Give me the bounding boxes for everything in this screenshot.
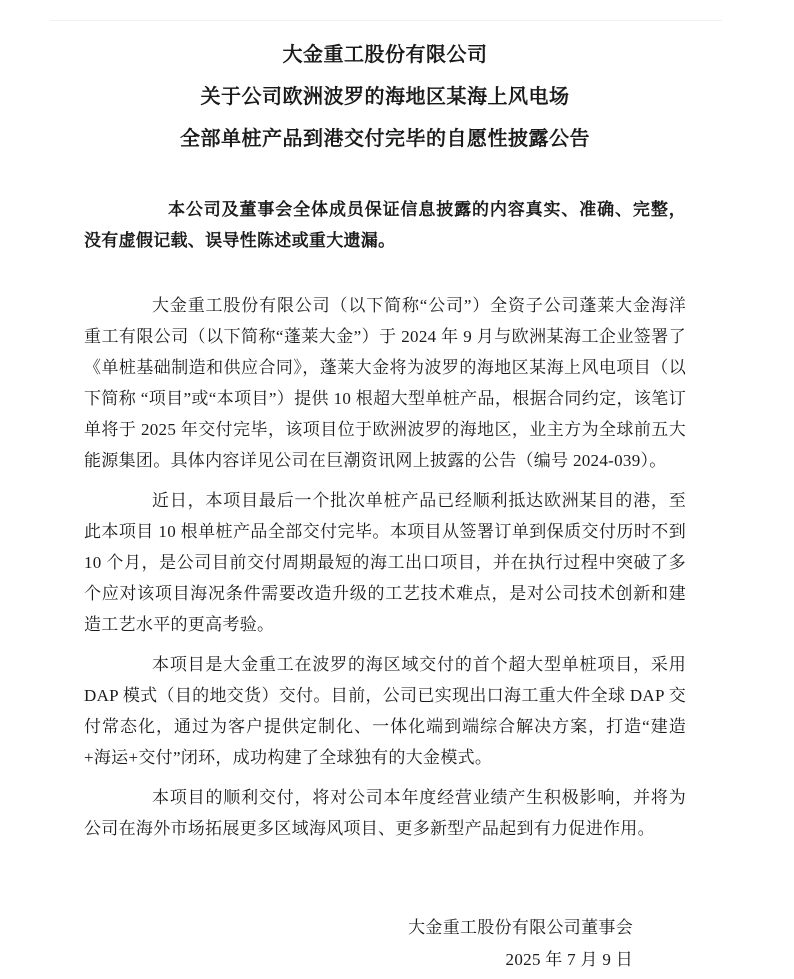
title-line-type: 全部单桩产品到港交付完毕的自愿性披露公告 xyxy=(180,128,590,150)
signature-date: 2025 年 7 月 9 日 xyxy=(505,950,633,969)
paragraph-business-impact: 本项目的顺利交付，将对公司本年度经营业绩产生积极影响，并将为公司在海外市场拓展更多区域海风项目、更多新型产品起到有力促进作用。 xyxy=(84,788,686,838)
title-line-company: 大金重工股份有限公司 xyxy=(282,44,488,66)
document-content xyxy=(84,0,686,844)
paragraph-contract-background: 大金重工股份有限公司（以下简称“公司”）全资子公司蓬莱大金海洋重工有限公司（以下简称“蓬莱大金”）于 2024 年 9 月与欧洲某海工企业签署了《单桩基础制造和供应合同》，蓬莱大金将为波罗的海地区某海上风电项目（以下简称 “项目”或“本项目”）提供 10 根超大型单桩产品，根据合同约定，该笔订单将于 2025 年交付完毕，该项目位于欧洲波罗的海地区，业主方为全球前五大能源集团。具体内容详见公司在巨潮资讯网上披露的公告（编号 2024-039）。 xyxy=(84,296,686,470)
paragraph-dap-model: 本项目是大金重工在波罗的海区域交付的首个超大型单桩项目，采用 DAP 模式（目的地交货）交付。目前，公司已实现出口海工重大件全球 DAP 交付常态化，通过为客户提供定制化、一体化端到端综合解决方案，打造“建造+海运+交付”闭环，成功构建了全球独有的大金模式。 xyxy=(84,655,686,767)
document-title xyxy=(84,34,686,160)
board-disclaimer: 本公司及董事会全体成员保证信息披露的内容真实、准确、完整，没有虚假记载、误导性陈述或重大遗漏。 xyxy=(84,200,686,250)
title-line-subject: 关于公司欧洲波罗的海地区某海上风电场 xyxy=(200,86,570,108)
signature-board: 大金重工股份有限公司董事会 xyxy=(408,918,633,937)
signature-block xyxy=(0,912,794,976)
paragraph-delivery-completion: 近日，本项目最后一个批次单桩产品已经顺利抵达欧洲某目的港，至此本项目 10 根单桩产品全部交付完毕。本项目从签署订单到保质交付历时不到 10 个月，是公司目前交付周期最短的海工出口项目，并在执行过程中突破了多个应对该项目海况条件需要改造升级的工艺技术难点，是对公司技术创新和建造工艺水平的更高考验。 xyxy=(84,491,686,634)
